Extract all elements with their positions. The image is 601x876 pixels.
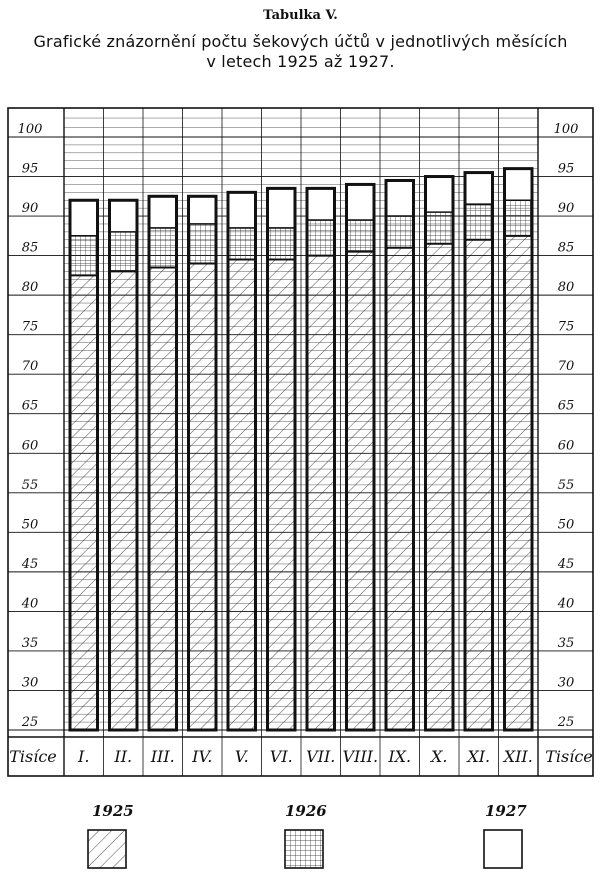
bar-segment-1927 [189, 196, 217, 224]
bar-segment-1925 [110, 271, 138, 730]
chart-title-line-1: Grafické znázornění počtu šekových účtů v jednotlivých měsících [33, 32, 568, 51]
right-tick-label: 60 [557, 438, 575, 454]
left-tick-label: 30 [21, 675, 39, 691]
left-tick-label: 70 [21, 359, 39, 375]
bar-segment-1925 [386, 248, 414, 730]
right-tick-label: 85 [557, 240, 575, 256]
left-axis-ticks [18, 122, 43, 730]
month-label: IV. [192, 747, 213, 766]
left-tick-label: 85 [21, 240, 39, 256]
bar-segment-1926 [70, 236, 98, 276]
bar-segment-1926 [505, 200, 533, 236]
month-label: VII. [306, 747, 336, 766]
bar-segment-1927 [426, 177, 454, 213]
bar-segment-1926 [426, 212, 454, 244]
month-label: IX. [388, 747, 412, 766]
bar-group-3 [149, 196, 177, 730]
right-tick-label: 35 [557, 635, 575, 651]
legend-swatch-1926 [285, 830, 323, 868]
left-tick-label: 25 [21, 715, 39, 730]
bar-segment-1925 [465, 240, 493, 730]
bar-segment-1925 [149, 267, 177, 730]
right-tick-label: 95 [557, 161, 575, 177]
bar-segment-1926 [347, 220, 375, 252]
right-tick-label: 80 [557, 280, 575, 296]
month-label: VIII. [342, 747, 379, 766]
left-tick-label: 75 [21, 319, 39, 335]
legend-label-1925: 1925 [92, 802, 134, 820]
month-label: XII. [503, 747, 533, 766]
legend-swatch-1925 [88, 830, 126, 868]
left-tick-label: 45 [21, 556, 39, 572]
left-tick-label: 40 [21, 596, 39, 612]
bar-segment-1927 [268, 188, 296, 228]
bar-segment-1927 [70, 200, 98, 236]
bar-segment-1926 [110, 232, 138, 272]
right-tick-label: 70 [557, 359, 575, 375]
table-label: Tabulka V. [263, 8, 338, 23]
month-label: XI. [467, 747, 491, 766]
left-tick-label: 100 [17, 122, 43, 137]
left-tick-label: 95 [21, 161, 39, 177]
month-label: III. [150, 747, 175, 766]
month-label: VI. [269, 747, 293, 766]
bar-segment-1925 [268, 260, 296, 730]
chart-title-line-2: v letech 1925 až 1927. [206, 52, 395, 71]
left-tick-label: 80 [21, 280, 39, 296]
bar-segment-1925 [228, 260, 256, 730]
bar-group-10 [426, 177, 454, 730]
bar-segment-1927 [386, 180, 414, 216]
bar-group-6 [268, 188, 296, 730]
bar-group-5 [228, 192, 256, 730]
bar-segment-1927 [347, 184, 375, 220]
bar-segment-1926 [268, 228, 296, 260]
month-label: I. [78, 747, 90, 766]
right-tick-label: 100 [553, 122, 579, 137]
bar-segment-1926 [189, 224, 217, 264]
left-unit-label: Tisíce [9, 747, 57, 766]
right-tick-label: 75 [557, 319, 575, 335]
right-unit-label: Tisíce [545, 747, 593, 766]
month-label: V. [234, 747, 249, 766]
bar-segment-1927 [228, 192, 256, 228]
bar-segment-1925 [189, 264, 217, 730]
month-label: X. [431, 747, 448, 766]
bar-group-4 [189, 196, 217, 730]
bar-group-8 [347, 184, 375, 730]
right-tick-label: 50 [557, 517, 575, 533]
bar-segment-1927 [307, 188, 335, 220]
bar-segment-1926 [386, 216, 414, 248]
month-label: II. [114, 747, 133, 766]
right-axis-ticks [554, 122, 579, 730]
left-tick-label: 60 [21, 438, 39, 454]
left-tick-label: 35 [21, 635, 39, 651]
bar-segment-1926 [228, 228, 256, 260]
bar-segment-1925 [426, 244, 454, 730]
legend-label-1927: 1927 [485, 802, 527, 820]
bar-segment-1927 [110, 200, 138, 232]
left-tick-label: 90 [21, 201, 39, 217]
bar-segment-1925 [70, 275, 98, 730]
left-tick-label: 55 [21, 477, 39, 493]
left-tick-label: 65 [21, 398, 39, 414]
bar-group-1 [70, 200, 98, 730]
right-tick-label: 55 [557, 477, 575, 493]
right-tick-label: 90 [557, 201, 575, 217]
bar-group-12 [505, 169, 533, 730]
right-tick-label: 65 [557, 398, 575, 414]
legend [88, 830, 522, 868]
bar-segment-1926 [465, 204, 493, 240]
left-tick-label: 50 [21, 517, 39, 533]
bar-segment-1927 [465, 173, 493, 205]
bar-segment-1925 [505, 236, 533, 730]
bar-segment-1927 [149, 196, 177, 228]
bar-group-11 [465, 173, 493, 730]
legend-swatch-1927 [484, 830, 522, 868]
right-tick-label: 25 [557, 715, 575, 730]
bar-segment-1925 [347, 252, 375, 730]
bar-group-9 [386, 180, 414, 730]
bar-group-2 [110, 200, 138, 730]
legend-label-1926: 1926 [285, 802, 327, 820]
right-tick-label: 40 [557, 596, 575, 612]
bar-segment-1927 [505, 169, 533, 201]
bar-segment-1925 [307, 256, 335, 730]
right-tick-label: 30 [557, 675, 575, 691]
bar-group-7 [307, 188, 335, 730]
bar-segment-1926 [307, 220, 335, 256]
bar-segment-1926 [149, 228, 177, 268]
right-tick-label: 45 [557, 556, 575, 572]
